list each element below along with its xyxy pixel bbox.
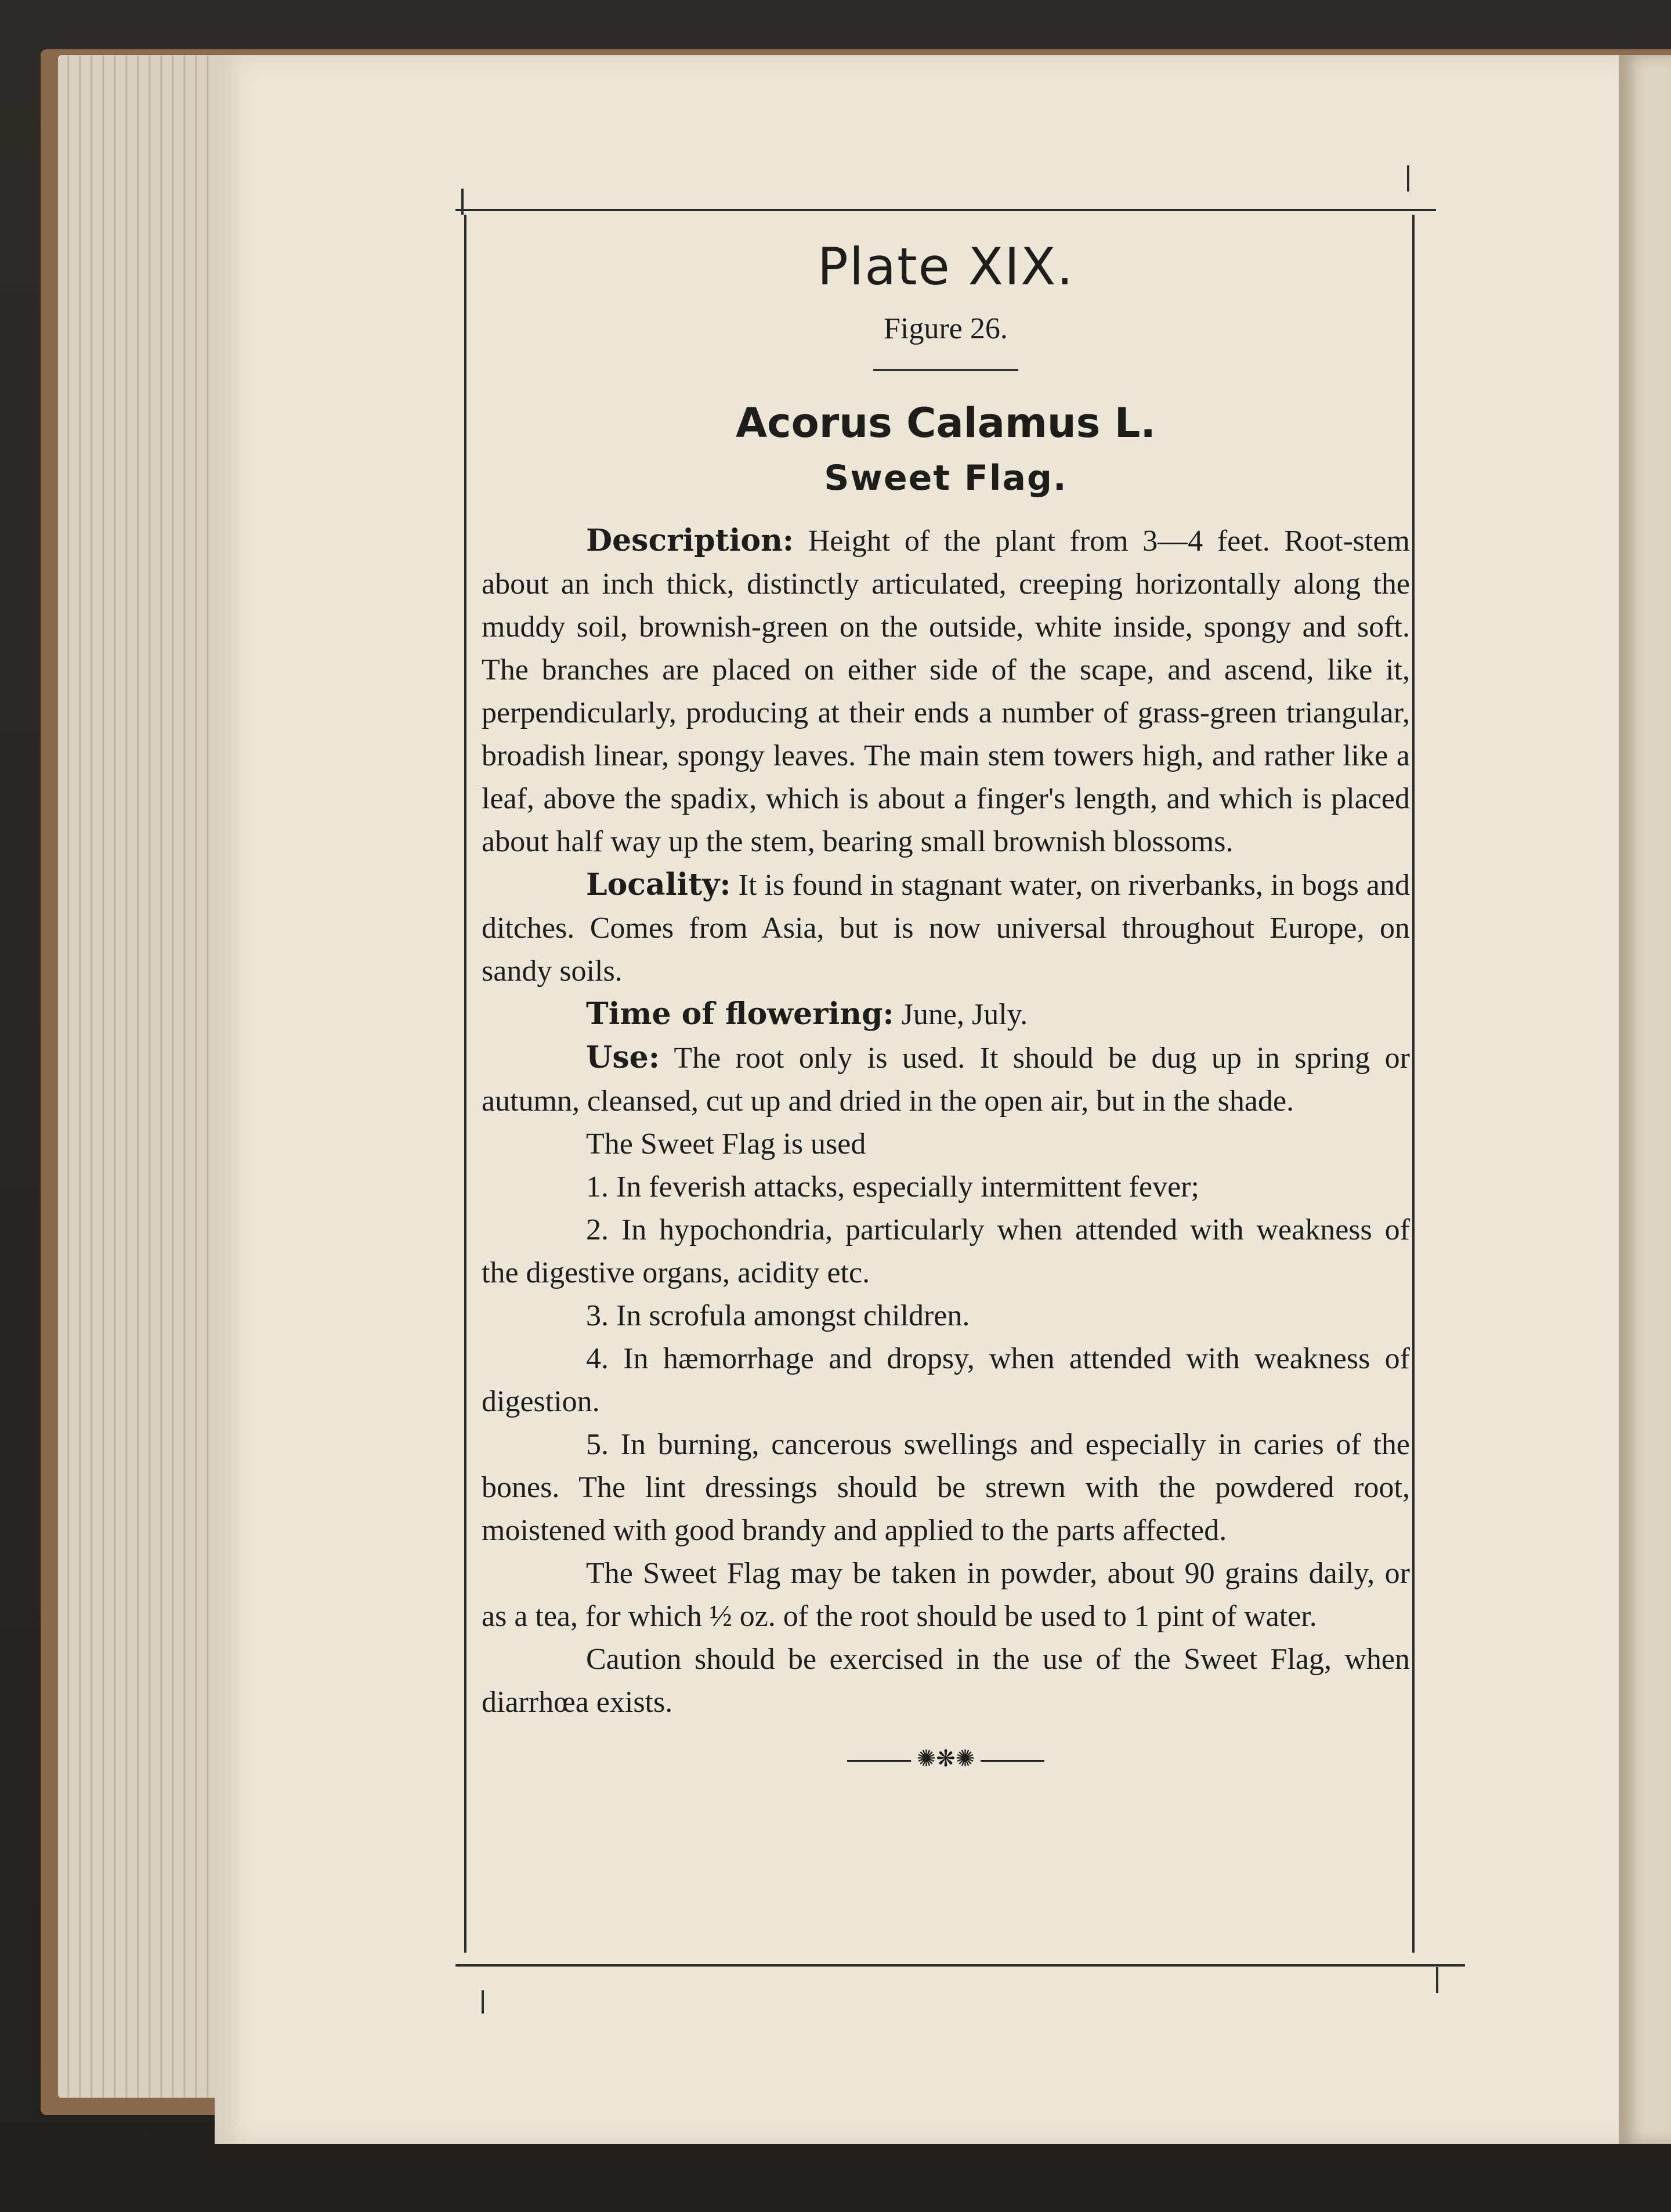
flowering-paragraph <box>482 993 1410 1036</box>
common-name: Sweet Flag. <box>824 458 1068 498</box>
ornament-glyph: ✺❋✺ <box>916 1745 975 1772</box>
dosage-paragraph: The Sweet Flag may be taken in powder, about 90 grains daily, or as a tea, for which ½ oz. of the root should be used to 1 pint of water. <box>482 1557 1410 1633</box>
used-intro: The Sweet Flag is used <box>586 1127 866 1161</box>
locality-text: It is found in stagnant water, on riverbanks, in bogs and ditches. Comes from Asia, but is now universal throughout Europe, on sandy soils. <box>482 869 1410 988</box>
ornament-line <box>847 1760 911 1762</box>
figure-number: Figure 26. <box>884 312 1008 345</box>
locality-paragraph <box>482 863 1410 993</box>
description-text: Height of the plant from 3—4 feet. Root-stem about an inch thick, distinctly articulated, creeping horizontally along the muddy soil, brownish-green on the outside, white inside, spongy and soft. The branches are placed on either side of the scape, and ascend, like it, perpendicularly, producing at their ends a number of grass-green triangular, broadish linear, spongy leaves. The main stem towers high, and rather like a leaf, above the spadix, which is about a finger's length, and which is placed about half way up the stem, bearing small brownish blossoms. <box>482 525 1410 858</box>
ornament-line <box>981 1760 1044 1762</box>
use-label: Use: <box>586 1040 660 1075</box>
description-label: Description: <box>586 523 794 558</box>
use-item: 1. In feverish attacks, especially intermittent fever; <box>586 1170 1199 1203</box>
flowering-label: Time of flowering: <box>586 996 894 1032</box>
use-item: 2. In hypochondria, particularly when attended with weakness of the digestive organs, acidity etc. <box>482 1213 1410 1289</box>
species-name: Acorus Calamus L. <box>736 399 1156 447</box>
flowering-text: June, July. <box>901 998 1028 1031</box>
locality-label: Locality: <box>586 867 731 902</box>
top-rule <box>455 209 1436 211</box>
use-text: The root only is used. It should be dug up in spring or autumn, cleansed, cut up and dried in the open air, but in the shade. <box>482 1042 1410 1118</box>
use-item: 5. In burning, cancerous swellings and especially in caries of the bones. The lint dressings should be strewn with the powdered root, moistened with good brandy and applied to the parts affected. <box>482 1428 1410 1547</box>
corner-tick <box>461 189 464 215</box>
use-item: 4. In hæmorrhage and dropsy, when attended with weakness of digestion. <box>482 1342 1410 1418</box>
page-edges <box>58 55 232 2098</box>
facing-page-edge <box>1619 55 1671 2144</box>
use-item: 3. In scrofula amongst children. <box>586 1299 970 1332</box>
use-paragraph <box>482 1036 1410 1123</box>
corner-tick <box>1407 165 1409 191</box>
bottom-rule <box>455 1964 1465 1967</box>
end-ornament <box>482 1741 1410 1776</box>
caution-paragraph: Caution should be exercised in the use of the Sweet Flag, when diarrhœa exists. <box>482 1643 1410 1719</box>
title-divider <box>873 369 1018 371</box>
plate-title: Plate XIX. <box>817 237 1075 297</box>
plate-text <box>482 232 1410 1776</box>
description-paragraph <box>482 519 1410 863</box>
corner-tick <box>482 1990 484 2014</box>
corner-tick <box>1436 1967 1438 1993</box>
